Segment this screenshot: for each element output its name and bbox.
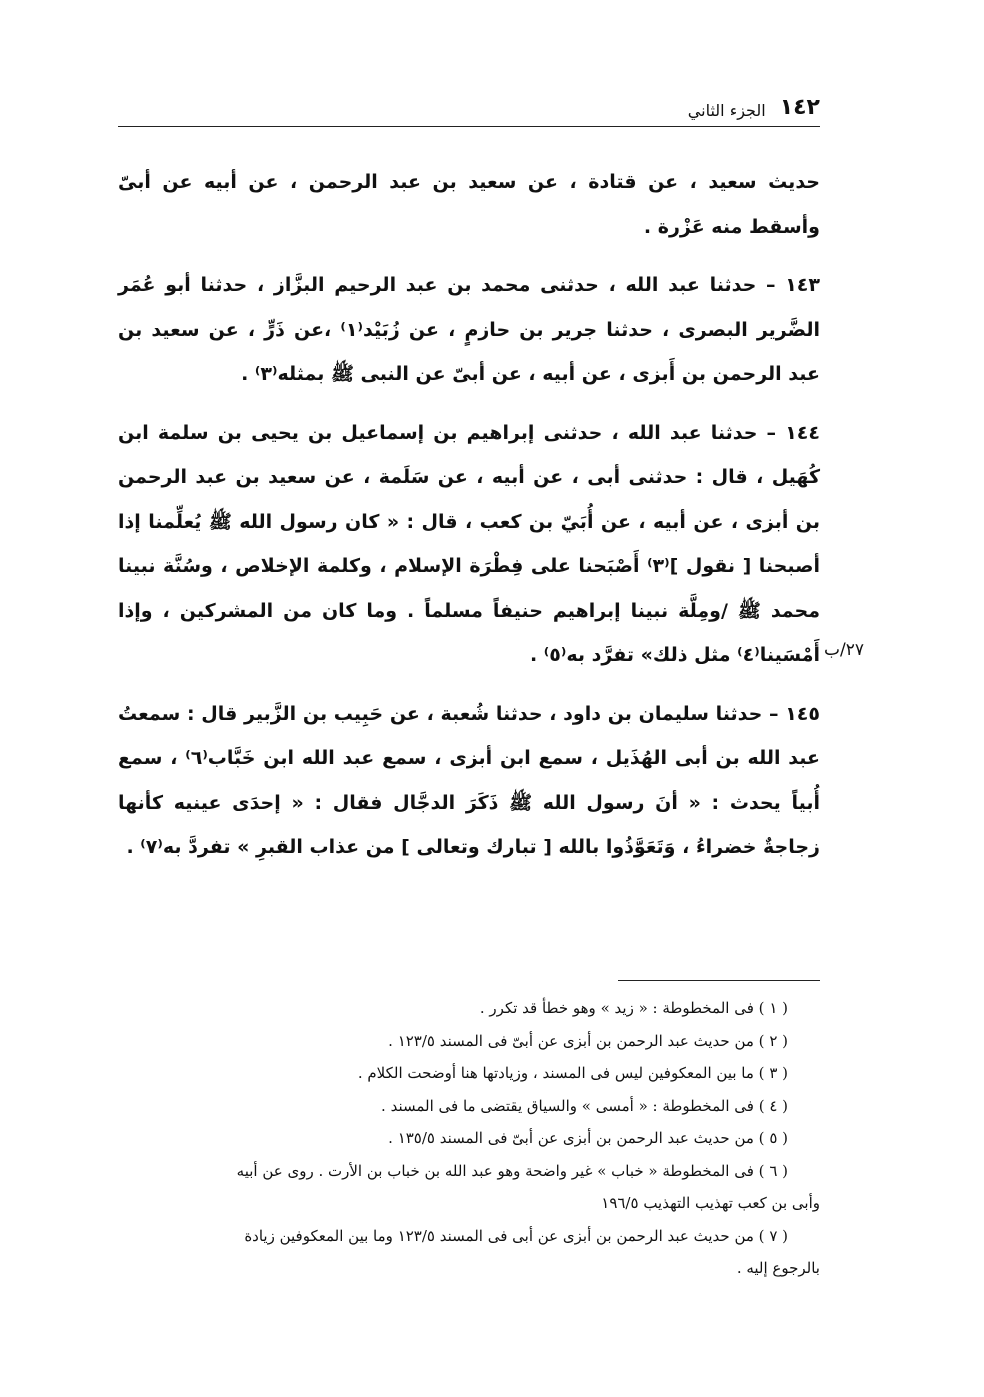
manuscript-folio-note: ٢٧/ب (824, 640, 864, 660)
footnote-7: ( ٧ ) من حديث عبد الرحمن بن أبزى عن أبى فى المسند ١٢٣/٥ وما بين المعكوفين زيادة (244, 1226, 788, 1245)
footnote-6-continued: وأبى بن كعب تهذيب التهذيب ١٩٦/٥ (601, 1194, 820, 1212)
footnote-5: ( ٥ ) من حديث عبد الرحمن بن أبزى عن أبىّ فى المسند ١٣٥/٥ . (388, 1129, 788, 1147)
footnote-2: ( ٢ ) من حديث عبد الرحمن بن أبزى عن أبىّ فى المسند ١٢٣/٥ . (388, 1031, 788, 1050)
footnote-6: ( ٦ ) فى المخطوطة « خباب » غير واضحة وهو عبد الله بن خباب بن الأرت . روى عن أبيه (236, 1161, 788, 1180)
footnotes (118, 992, 820, 1285)
footnote-3: ( ٣ ) ما بين المعكوفين ليس فى المسند ، وزيادتها هنا أوضحت الكلام . (357, 1064, 788, 1082)
page-number: ١٤٢ (779, 95, 820, 120)
footnote-4: ( ٤ ) فى المخطوطة : « أمسى » والسياق يقتضى ما فى المسند . (381, 1096, 788, 1115)
header-rule (118, 126, 820, 127)
hadith-145: ١٤٥ – حدثنا سليمان بن داود ، حدثنا شُعبة ، عن حَبِيب بن الزَّبير قال : سمعتُ عبد الله بن أبى الهُذَيل ، سمع ابن أبزى ، سمع عبد الله ابن خَبَّاب⁽٦⁾ ، سمع أُبياً يحدث : « أنَ رسول الله ﷺ ذَكَرَ الدجَّال فقال : « إحدَى عينيه كأنها زجاجةٌ خضراءُ ، وَتَعَوَّذُوا بالله [ تبارك وتعالى ] من عذاب القبرِ » تفردَّ به⁽٧⁾ . (118, 702, 821, 858)
hadith-144: ١٤٤ – حدثنا عبد الله ، حدثنى إبراهيم بن إسماعيل بن يحيى بن سلمة ابن كُهَيل ، قال : حدثنى أبى ، عن أبيه ، عن سَلَمة ، عن سعيد بن عبد الرحمن بن أبزى ، عن أبيه ، عن أُبَيّ بن كعب ، قال : « كان رسول الله ﷺ يُعلِّمنا إذا أصبحنا [ نقول ]⁽٣⁾ أَصْبَحنا على فِطْرَة الإسلام ، وكلمة الإخلاص ، وسُنَّة نبينا محمد ﷺ /ومِلَّة نبينا إبراهيم حنيفاً مسلماً . وما كان من المشركين ، وإذا أَمْسَينا⁽٤⁾ مثل ذلك» تفرَّد به⁽٥⁾ . (118, 421, 820, 666)
footnote-rule (618, 980, 820, 981)
part-title: الجزء الثاني (687, 101, 766, 120)
hadith-143: ١٤٣ – حدثنا عبد الله ، حدثنى محمد بن عبد الرحيم البزَّاز ، حدثنا أبو عُمَر الضَّرير البصرى ، حدثنا جرير بن حازمٍ ، عن زُبَيْد⁽١⁾ ،عن ذَرٍّ ، عن سعيد بن عبد الرحمن بن أَبزى ، عن أبيه ، عن أبىّ عن النبى ﷺ بمثله⁽٣⁾ . (118, 274, 820, 385)
main-text (118, 160, 820, 884)
footnote-1: ( ١ ) فى المخطوطة : « زيد » وهو خطأ قد تكرر . (479, 999, 788, 1017)
running-head (118, 80, 820, 120)
footnote-7-continued: بالرجوع إليه . (736, 1259, 820, 1277)
paragraph-continuation: حديث سعيد ، عن قتادة ، عن سعيد بن عبد الرحمن ، عن أبيه عن أبىّ وأسقط منه عَزْرة . (118, 171, 820, 238)
